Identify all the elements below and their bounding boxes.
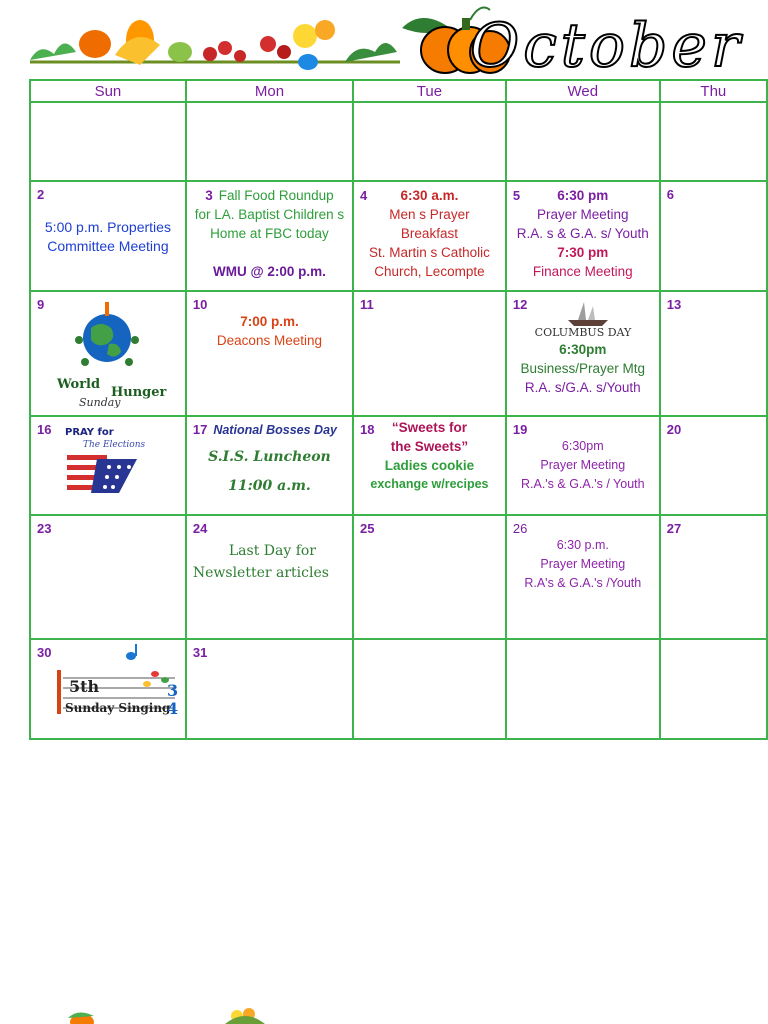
day-number: 23 [37,521,52,536]
empty-day-cell [660,102,767,181]
art-text: Hunger [111,385,167,400]
week-row-5 [30,515,767,639]
day-cell-27 [660,515,767,639]
footer-flowers-art [215,1004,275,1024]
event-text: the Sweets” [390,439,469,454]
day-cell-9 [30,291,186,416]
empty-day-cell [660,639,767,739]
day-cell-3 [186,181,353,291]
day-number: 20 [666,422,682,437]
pray-for-elections-art [57,423,157,495]
art-text: Sunday [79,396,121,408]
event-text: R.A. s & G.A. s/ Youth [516,226,649,241]
day-cell-10 [186,291,353,416]
day-number: 2 [37,187,45,202]
event-text: Prayer Meeting [540,557,626,571]
event-text: 6:30pm [559,342,607,357]
event-text: for LA. Baptist Children s [194,207,345,222]
day-cell-11 [353,291,506,416]
art-text: Sunday Singing [65,701,171,715]
day-cell-13 [660,291,767,416]
event-text: Fall Food Roundup [218,188,334,203]
art-text: World [57,377,101,392]
art-text: COLUMBUS DAY [534,326,632,338]
month-title: October [470,11,744,80]
day-cell-19 [506,416,660,515]
event-text: 6:30pm [561,439,604,453]
weekday-sun: Sun [30,80,186,102]
day-cell-24 [186,515,353,639]
fifth-sunday-singing-art [55,644,181,720]
day-number: 25 [360,521,375,536]
day-cell-23 [30,515,186,639]
event-text: Prayer Meeting [540,458,626,472]
day-number: 26 [512,521,528,536]
day-number: 4 [360,188,368,203]
october-banner [0,0,768,80]
event-text: Breakfast [400,226,458,241]
columbus-day-art [523,298,643,338]
day-number: 10 [192,297,208,312]
day-cell-25 [353,515,506,639]
day-cell-31 [186,639,353,739]
event-text: 6:30 a.m. [400,188,459,203]
art-text: 3 [167,681,179,700]
event-text: St. Martin s Catholic [369,245,490,260]
day-number: 16 [37,422,52,437]
day-number: 11 [360,297,374,312]
event-text: Finance Meeting [532,264,633,279]
day-cell-2 [30,181,186,291]
art-text: The Elections [83,440,146,450]
event-text: 11:00 a.m. [228,478,311,494]
event-text: WMU @ 2:00 p.m. [212,264,326,279]
day-number: 6 [666,187,674,202]
footer-pumpkin-art [60,1004,110,1024]
calendar-grid [29,79,768,740]
event-title: National Bosses Day [213,423,337,437]
day-cell-16 [30,416,186,515]
weekday-mon: Mon [186,80,353,102]
day-number: 3 [205,188,213,203]
day-cell-17 [186,416,353,515]
day-number: 30 [37,645,52,660]
event-text: 7:00 p.m. [240,314,299,329]
day-cell-4 [353,181,506,291]
empty-day-cell [506,102,660,181]
day-number: 18 [360,422,375,437]
empty-day-cell [186,102,353,181]
day-cell-26 [506,515,660,639]
event-text: R.A's & G.A.'s /Youth [524,576,642,590]
world-hunger-art [49,298,169,408]
day-cell-5 [506,181,660,291]
event-text: Deacons Meeting [216,333,322,348]
week-row-3 [30,291,767,416]
weekday-wed: Wed [506,80,660,102]
day-number: 13 [666,297,682,312]
event-text: “Sweets for [391,420,467,435]
empty-day-cell [30,102,186,181]
event-text: R.A.'s & G.A.'s / Youth [520,477,645,491]
day-number: 31 [192,645,208,660]
day-cell-6 [660,181,767,291]
event-text: R.A. s/G.A. s/Youth [524,380,641,395]
event-text: 7:30 pm [557,245,609,260]
event-text: Church, Lecompte [374,264,485,279]
harvest-garland-art [30,20,400,70]
art-text: 5th [69,677,100,696]
day-cell-20 [660,416,767,515]
day-number: 19 [512,422,528,437]
art-text: 4 [167,699,179,718]
empty-day-cell [506,639,660,739]
weekday-thu: Thu [660,80,767,102]
event-text: Ladies cookie [384,458,475,473]
day-number: 5 [512,188,521,203]
week-row-2 [30,181,767,291]
event-text: Committee Meeting [47,238,169,254]
day-number: 27 [666,521,682,536]
weekday-header-row [30,80,767,102]
event-text: 5:00 p.m. Properties [44,219,171,235]
day-cell-30 [30,639,186,739]
empty-day-cell [353,102,506,181]
event-text: S.I.S. Luncheon [208,449,331,465]
week-row-1 [30,102,767,181]
weekday-tue: Tue [353,80,506,102]
week-row-4 [30,416,767,515]
event-text: 6:30 pm [557,188,609,203]
event-text: Home at FBC today [210,226,329,241]
day-number: 9 [37,297,45,312]
event-text: Business/Prayer Mtg [520,361,646,376]
week-row-6 [30,639,767,739]
event-text: Newsletter articles [192,565,329,581]
empty-day-cell [353,639,506,739]
event-text: Prayer Meeting [537,207,629,222]
day-number: 24 [192,521,208,536]
day-cell-18 [353,416,506,515]
event-text: exchange w/recipes [370,477,489,491]
art-text: PRAY for [65,427,114,438]
day-cell-12 [506,291,660,416]
day-number: 17 [192,422,208,437]
day-number: 12 [512,297,528,312]
event-text: Men s Prayer [389,207,470,222]
event-text: Last Day for [228,543,316,559]
event-text: 6:30 p.m. [556,538,609,552]
